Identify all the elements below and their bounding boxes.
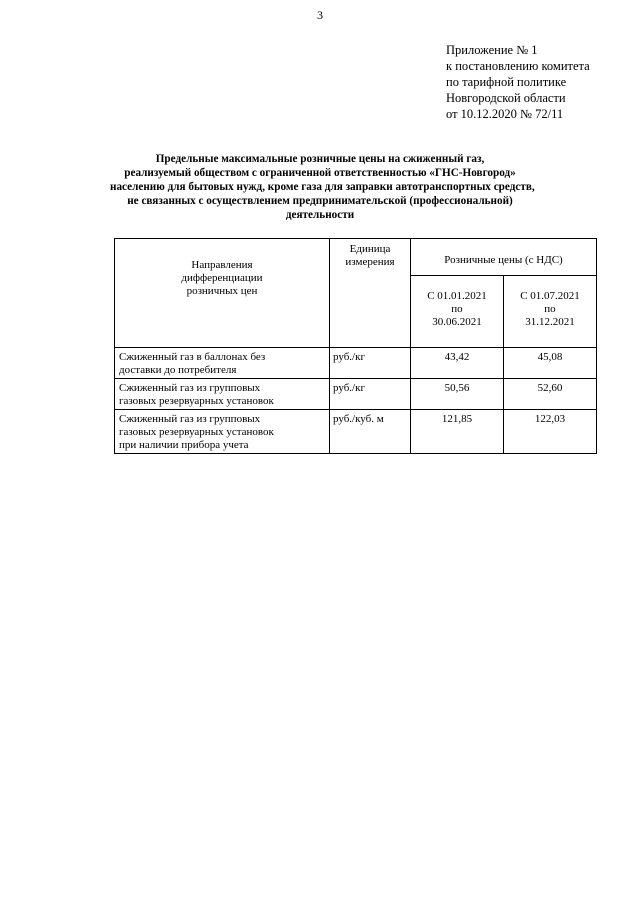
appendix-line: Новгородской области [446, 91, 566, 105]
row-unit: руб./кг [330, 348, 411, 379]
table-row [115, 348, 597, 379]
row-price-2: 52,60 [504, 379, 597, 410]
row-unit: руб./куб. м [330, 410, 411, 454]
appendix-line: к постановлению комитета [446, 59, 590, 73]
title-line: деятельности [285, 209, 355, 221]
header-unit: Единица измерения [330, 239, 411, 348]
row-name: Сжиженный газ из групповых газовых резервуарных установок при наличии прибора учета [115, 410, 330, 454]
price-table [114, 238, 597, 454]
row-price-2: 122,03 [504, 410, 597, 454]
row-price-1: 121,85 [411, 410, 504, 454]
document-title [110, 152, 535, 222]
row-name: Сжиженный газ из групповых газовых резервуарных установок [115, 379, 330, 410]
table-header-row [115, 239, 597, 276]
appendix-line: Приложение № 1 [446, 43, 538, 57]
table-row [115, 410, 597, 454]
title-line: реализуемый обществом с ограниченной ответственностью «ГНС-Новгород» [124, 167, 516, 179]
header-direction: Направления дифференциации розничных цен [115, 239, 330, 348]
table-row [115, 379, 597, 410]
row-name: Сжиженный газ в баллонах без доставки до потребителя [115, 348, 330, 379]
header-period-1: С 01.01.2021 по 30.06.2021 [411, 276, 504, 348]
page-number: 3 [317, 8, 323, 22]
header-period-2: С 01.07.2021 по 31.12.2021 [504, 276, 597, 348]
title-line: Предельные максимальные розничные цены на сжиженный газ, [155, 153, 485, 165]
appendix-line: от 10.12.2020 № 72/11 [446, 107, 564, 121]
row-price-1: 50,56 [411, 379, 504, 410]
row-price-1: 43,42 [411, 348, 504, 379]
row-price-2: 45,08 [504, 348, 597, 379]
row-unit: руб./кг [330, 379, 411, 410]
title-line: не связанных с осуществлением предпринимательской (профессиональной) [127, 195, 513, 207]
appendix-line: по тарифной политике [446, 75, 567, 89]
header-prices-group: Розничные цены (с НДС) [411, 239, 597, 276]
title-line: населению для бытовых нужд, кроме газа для заправки автотранспортных средств, [110, 181, 535, 193]
appendix-header [446, 42, 590, 122]
